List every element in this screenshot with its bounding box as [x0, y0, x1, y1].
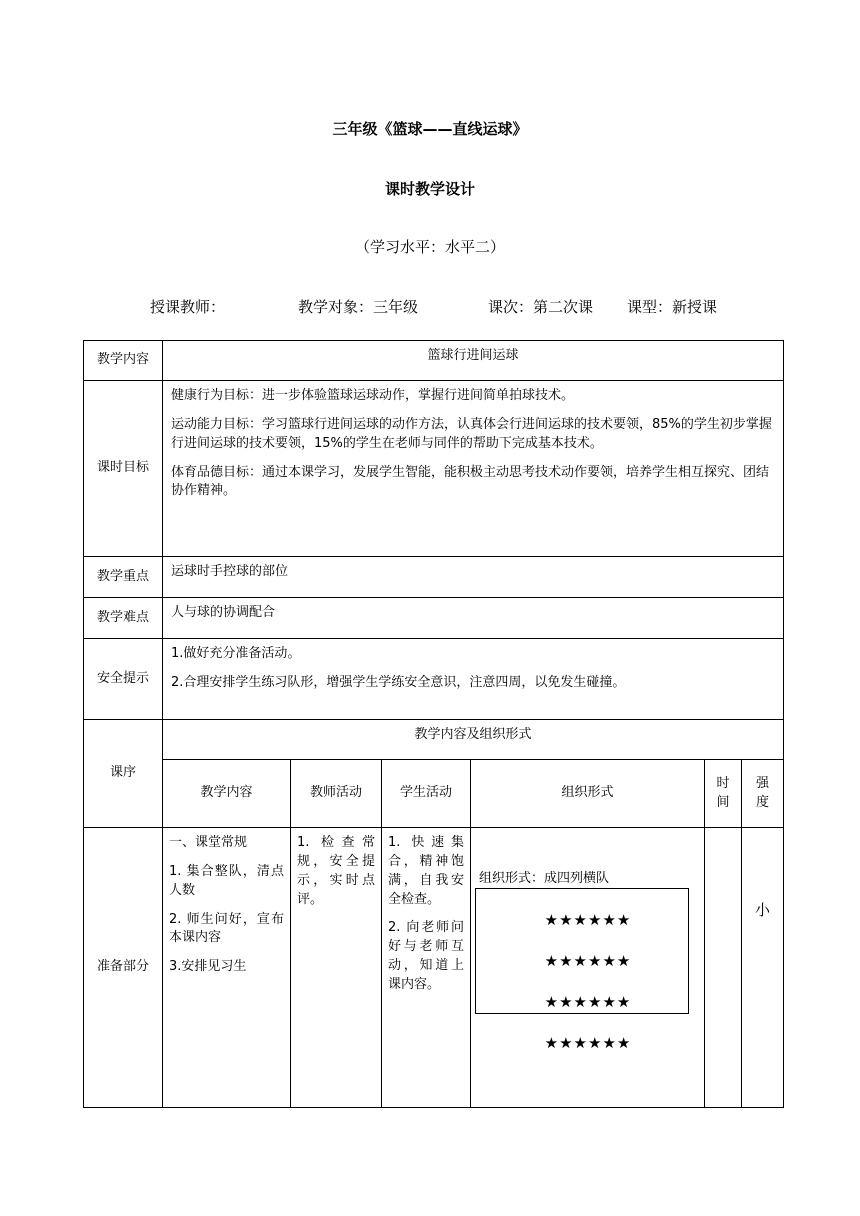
session-label: 课次：第二次课	[488, 298, 594, 316]
col-content: 教学内容	[163, 760, 291, 828]
lesson-plan-table	[83, 340, 784, 1108]
prep-org-cell	[471, 828, 705, 1108]
prep-content-3: 2. 师生问好，宣布本课内容	[169, 911, 284, 946]
safety-item-2: 2.合理安排学生练习队形，增强学生学练安全意识，注意四周，以免发生碰撞。	[171, 674, 626, 690]
content-label: 教学内容	[84, 341, 163, 381]
key-value: 运球时手控球的部位	[163, 557, 784, 598]
prep-label: 准备部分	[84, 828, 163, 1108]
goal-health: 健康行为目标：进一步体验篮球运球动作，掌握行进间简单拍球技术。	[171, 388, 575, 403]
content-value: 篮球行进间运球	[163, 341, 784, 381]
col-student: 学生活动	[382, 760, 471, 828]
prep-intensity: 小	[742, 828, 784, 1108]
section-header: 教学内容及组织形式	[163, 720, 784, 760]
document-subtitle: 课时教学设计	[384, 180, 475, 198]
prep-content-4: 3.安排见习生	[169, 959, 247, 975]
goal-ability: 运动能力目标：学习篮球行进间运球的动作方法，认真体会行进间运球的技术要领，85%的学生初步掌握行进间运球的技术要领，15%的学生在老师与同伴的帮助下完成基本技术。	[171, 416, 772, 451]
teacher-label: 授课教师：	[150, 298, 226, 316]
prep-teacher-1: 1. 检查常规，安全提示，实时点评。	[297, 835, 375, 907]
goals-label: 课时目标	[84, 381, 163, 557]
goal-character: 体育品德目标：通过本课学习，发展学生智能，能积极主动思考技术动作要领，培养学生相互探究、团结协作精神。	[171, 464, 770, 499]
safety-label: 安全提示	[84, 639, 163, 720]
formation-row-2: ★★★★★★	[544, 952, 632, 970]
target-label: 教学对象：三年级	[298, 298, 419, 316]
difficulty-label: 教学难点	[84, 598, 163, 639]
formation-row-3: ★★★★★★	[544, 993, 632, 1011]
key-label: 教学重点	[84, 557, 163, 598]
col-time: 时间	[705, 760, 742, 828]
prep-student-1: 1. 快速集合，精神饱满，自我安全检查。	[388, 835, 464, 907]
col-org: 组织形式	[471, 760, 705, 828]
goals-cell	[163, 381, 784, 557]
safety-cell	[163, 639, 784, 720]
sequence-label: 课序	[84, 720, 163, 828]
prep-time	[705, 828, 742, 1108]
lesson-type-label: 课型：新授课	[627, 298, 718, 316]
formation-row-4: ★★★★★★	[544, 1034, 632, 1052]
learning-level: （学习水平：水平二）	[354, 238, 505, 256]
difficulty-value: 人与球的协调配合	[163, 598, 784, 639]
prep-content-1: 一、课堂常规	[169, 835, 248, 850]
prep-org-label: 组织形式：成四列横队	[479, 871, 610, 886]
prep-student-cell	[382, 828, 471, 1108]
prep-student-2: 2. 向老师问好与老师互动，知道上课内容。	[388, 920, 464, 992]
prep-content-2: 1. 集合整队，清点人数	[169, 863, 284, 898]
safety-item-1: 1.做好充分准备活动。	[171, 646, 301, 661]
col-intensity: 强度	[742, 760, 784, 828]
document-title: 三年级《篮球——直线运球》	[332, 120, 528, 138]
prep-content-cell	[163, 828, 291, 1108]
col-teacher: 教师活动	[291, 760, 382, 828]
prep-teacher-cell	[291, 828, 382, 1108]
formation-row-1: ★★★★★★	[544, 911, 632, 929]
